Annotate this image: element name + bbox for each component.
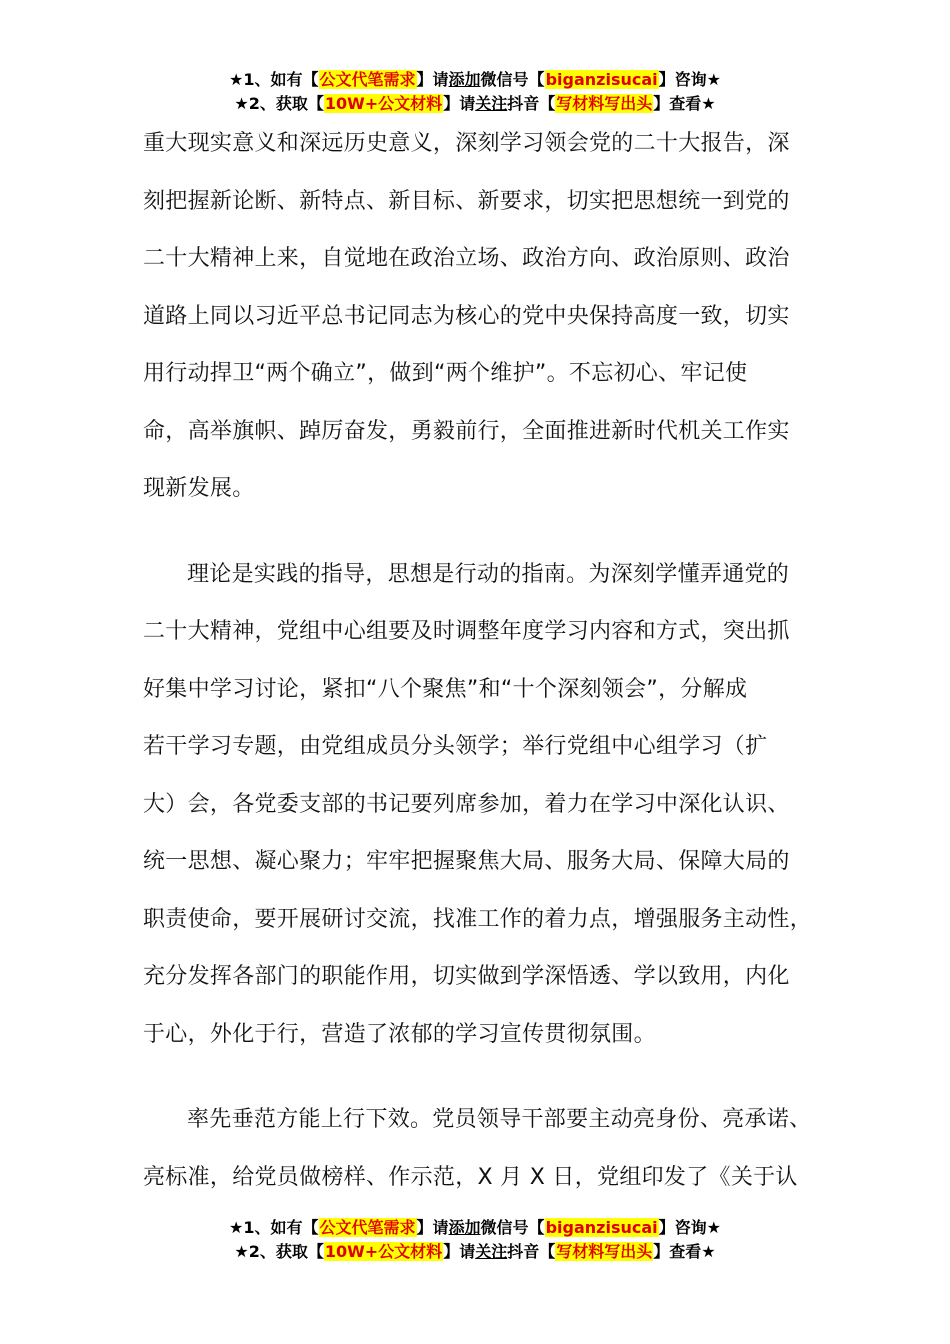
text-line: 统一思想、凝心聚力；牢牢把握聚焦大局、服务大局、保障大局的 (143, 849, 790, 874)
banner-text: ★2、获取【 (234, 1242, 324, 1261)
text-line: 职责使命，要开展研讨交流，找准工作的着力点，增强服务主动性， (143, 906, 813, 932)
banner-text: 】咨询★ (658, 70, 721, 89)
paragraph-2 (143, 546, 828, 1064)
banner-highlight: 10W+公文材料 (324, 94, 443, 113)
paragraph-3 (143, 1091, 828, 1206)
banner-text: 】请 (416, 1218, 449, 1237)
banner-highlight: biganzisucai (545, 70, 658, 89)
banner-text: 微信号【 (480, 70, 545, 89)
banner-highlight: 公文代笔需求 (319, 1218, 416, 1237)
banner-text: 】咨询★ (658, 1218, 721, 1237)
header-banner (0, 68, 950, 116)
banner-line-2 (0, 1240, 950, 1264)
text-line: 大）会，各党委支部的书记要列席参加，着力在学习中深化认识、 (143, 791, 790, 817)
banner-text: 】请 (443, 1242, 476, 1261)
text-line: 率先垂范方能上行下效。党员领导干部要主动亮身份、亮承诺、 (187, 1107, 812, 1132)
banner-emphasis: 关注 (475, 94, 508, 113)
text-line: 二十大精神，党组中心组要及时调整年度学习内容和方式，突出抓 (143, 619, 790, 644)
text-line: 二十大精神上来，自觉地在政治立场、政治方向、政治原则、政治 (143, 246, 790, 271)
text-line: 好集中学习讨论，紧扣“八个聚焦”和“十个深刻领会”，分解成 (143, 676, 748, 702)
banner-line-1 (0, 68, 950, 92)
banner-emphasis: 添加 (448, 70, 481, 89)
banner-text: ★2、获取【 (234, 94, 324, 113)
text-line: 重大现实意义和深远历史意义，深刻学习领会党的二十大报告，深 (143, 131, 790, 156)
banner-text: 】查看★ (653, 94, 716, 113)
document-body (143, 115, 828, 1206)
banner-emphasis: 关注 (475, 1242, 508, 1261)
banner-line-2 (0, 92, 950, 116)
banner-text: 微信号【 (480, 1218, 545, 1237)
text-line: 用行动捍卫“两个确立”，做到“两个维护”。不忘初心、牢记使 (143, 361, 748, 386)
text-line: 充分发挥各部门的职能作用，切实做到学深悟透、学以致用，内化 (143, 964, 790, 989)
banner-text: 】查看★ (653, 1242, 716, 1261)
banner-text: 抖音【 (507, 1242, 556, 1261)
text-line: 刻把握新论断、新特点、新目标、新要求，切实把思想统一到党的 (143, 188, 790, 214)
text-line: 道路上同以习近平总书记同志为核心的党中央保持高度一致，切实 (143, 303, 790, 329)
banner-text: 】请 (416, 70, 449, 89)
footer-banner (0, 1216, 950, 1264)
banner-highlight: 写材料写出头 (556, 94, 653, 113)
text-line: 现新发展。 (143, 476, 255, 501)
banner-highlight: biganzisucai (545, 1218, 658, 1237)
banner-highlight: 10W+公文材料 (324, 1242, 443, 1261)
banner-text: ★1、如有【 (229, 70, 319, 89)
banner-text: ★1、如有【 (229, 1218, 319, 1237)
banner-highlight: 写材料写出头 (556, 1242, 653, 1261)
text-line: 若干学习专题，由党组成员分头领学；举行党组中心组学习（扩 (143, 734, 768, 759)
banner-text: 】请 (443, 94, 476, 113)
text-line: 理论是实践的指导，思想是行动的指南。为深刻学懂弄通党的 (187, 561, 790, 587)
paragraph-1 (143, 115, 828, 518)
banner-line-1 (0, 1216, 950, 1240)
banner-text: 抖音【 (507, 94, 556, 113)
text-line: 命，高举旗帜、踔厉奋发，勇毅前行，全面推进新时代机关工作实 (143, 418, 790, 444)
banner-emphasis: 添加 (448, 1218, 481, 1237)
text-line: 于心，外化于行，营造了浓郁的学习宣传贯彻氛围。 (143, 1021, 656, 1047)
banner-highlight: 公文代笔需求 (319, 70, 416, 89)
text-line: 亮标准，给党员做榜样、作示范，X 月 X 日，党组印发了《关于认 (143, 1164, 798, 1190)
